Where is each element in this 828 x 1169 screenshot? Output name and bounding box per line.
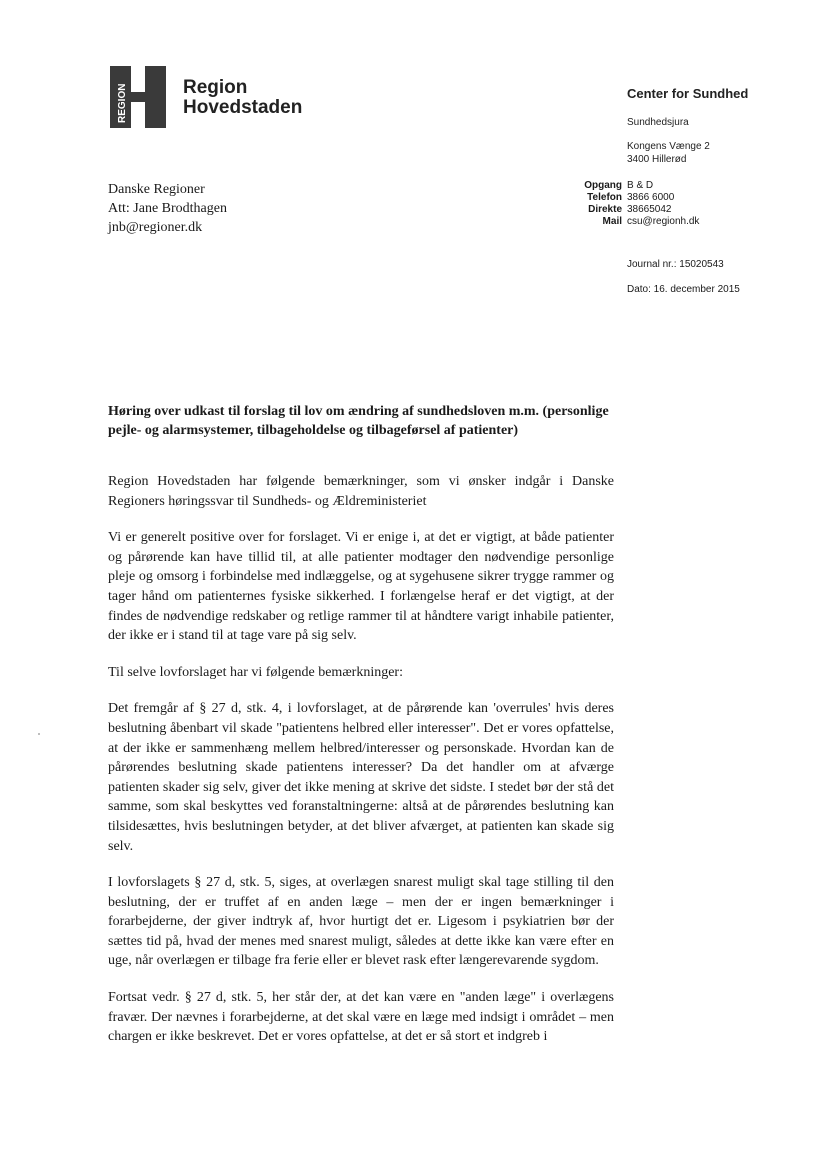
address-line1: Kongens Vænge 2 — [627, 141, 710, 152]
contact-label: Mail — [602, 216, 622, 227]
body-paragraph: Vi er generelt positive over for forslaget. Vi er enige i, at det er vigtigt, at både patienter og pårørende kan have tillid til, at alle patienter modtager den nødvendige personlige pleje og omsorg i forbindelse med indlæggelse, og at sygehusene sikrer trygge rammer og tager hånd om patienternes fysiske sikkerhed. I forlængelse heraf er det vigtigt, at der findes de nødvendige redskaber og retlige rammer til at håndtere varigt inhabile patienter, der ikke er i stand til at tage vare på sig selv. — [108, 530, 614, 644]
body-paragraph: Til selve lovforslaget har vi følgende bemærkninger: — [108, 664, 403, 680]
contact-label: Opgang — [584, 180, 622, 191]
org-title: Center for Sundhed — [627, 86, 749, 101]
letter-subject: Høring over udkast til forslag til lov om ændring af sundhedsloven m.m. (personlige pejle- og alarmsystemer, tilbageholdelse og tilbageførsel af patienter) — [108, 404, 609, 438]
recipient-att: Att: Jane Brodthagen — [108, 201, 227, 216]
logo-vertical-text: REGION — [117, 83, 128, 123]
recipient-org: Danske Regioner — [108, 182, 205, 197]
letter-date: Dato: 16. december 2015 — [627, 284, 740, 295]
body-paragraph: Fortsat vedr. § 27 d, stk. 5, her står der, at det kan være en "anden læge" i overlægens fravær. Der nævnes i forarbejderne, at det skal være en læge med indsigt i området – men chargen er ikke beskrevet. Det er vores opfattelse, at det er så stort et indgreb i — [108, 990, 614, 1045]
body-paragraph: I lovforslagets § 27 d, stk. 5, siges, at overlægen snarest muligt skal tage stilling til den beslutning, der er truffet af en anden læge – men der er ingen bemærkninger i forarbejderne, der giver indtryk af, hvor hurtigt det er. Ligesom i psykiatrien bør der sættes tid på, hvad der menes med snarest muligt, således at dette ikke kan være efter en uge, når overlægen er tilbage fra ferie eller er blevet rask efter længerevarende sygdom. — [108, 875, 614, 969]
body-paragraph: Region Hovedstaden har følgende bemærkninger, som vi ønsker indgår i Danske Regioners høringssvar til Sundheds- og Ældreministeriet — [108, 474, 614, 509]
address-line2: 3400 Hillerød — [627, 154, 687, 165]
logo-text-line1: Region — [183, 77, 248, 98]
contact-label: Direkte — [588, 204, 622, 215]
contact-row — [540, 192, 780, 204]
org-address — [627, 140, 710, 166]
logo-text-line2: Hovedstaden — [183, 97, 303, 118]
contact-row — [540, 216, 780, 228]
contact-value: 38665042 — [627, 204, 672, 215]
body-paragraph: Det fremgår af § 27 d, stk. 4, i lovforslaget, at de pårørende kan 'overrules' hvis deres beslutning åbenbart vil skade "patientens helbred eller interesser". Det er vores opfattelse, at der ikke er sammenhæng mellem helbred/interesser og personskade. Hvordan kan de pårørendes beslutning skade patientens interesser? Da det handler om at afværge patienten skader sig selv, giver det ikke mening at skrive det sidste. I stedet bør der stå det samme, som skal beskyttes ved foranstaltningerne: altså at de pårørendes beslutning kan tilsidesættes, hvis beslutningen betyder, at det bliver afværget, at patienten kan skade sig selv. — [108, 701, 614, 854]
recipient-block — [108, 180, 227, 237]
contact-row — [540, 180, 780, 192]
contact-value: 3866 6000 — [627, 192, 675, 203]
contact-details — [540, 180, 780, 228]
contact-email[interactable]: csu@regionh.dk — [627, 216, 700, 227]
journal-number: Journal nr.: 15020543 — [627, 259, 724, 270]
scan-speck — [38, 733, 40, 735]
letter-body — [108, 472, 614, 1064]
contact-label: Telefon — [587, 192, 622, 203]
logo-h-icon — [110, 66, 166, 128]
contact-value: B & D — [627, 180, 654, 191]
org-dept: Sundhedsjura — [627, 117, 689, 128]
recipient-email[interactable]: jnb@regioner.dk — [108, 220, 203, 235]
logo-wordmark — [183, 78, 302, 118]
region-hovedstaden-logo — [110, 66, 166, 128]
contact-row — [540, 204, 780, 216]
